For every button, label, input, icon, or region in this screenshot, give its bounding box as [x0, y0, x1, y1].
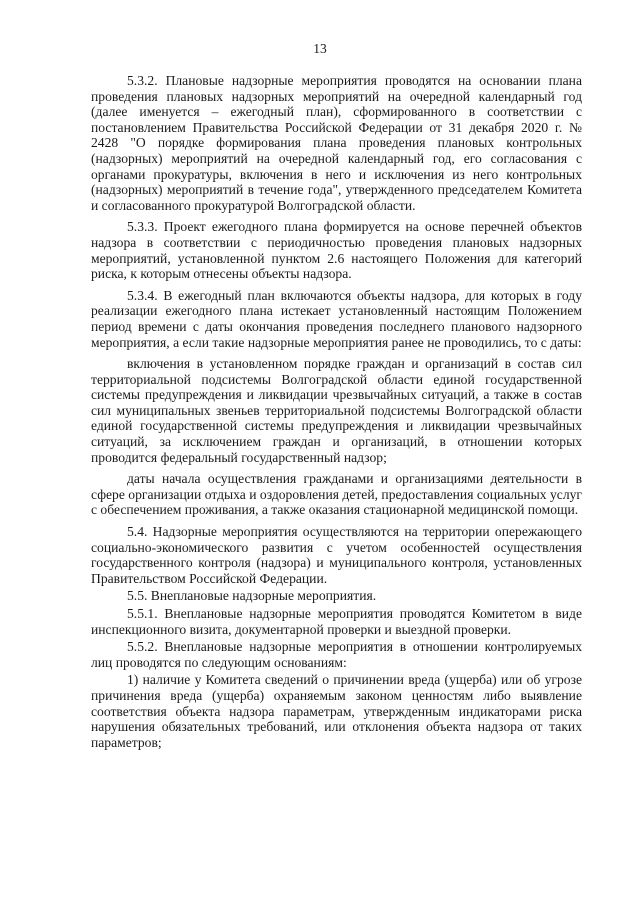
paragraph-5-4: 5.4. Надзорные мероприятия осуществляются на территории опережающего социально-экономического развития с учетом особенностей осуществления государственного контроля (надзора) и муниципального контроля, установленных Правительством Российской Федерации. — [91, 524, 582, 586]
paragraph-ground-1: 1) наличие у Комитета сведений о причинении вреда (ущерба) или об угрозе причинения вреда (ущерба) охраняемым законом ценностям либо выявление соответствия объекта надзора параметрам, утвержденным индикаторами риска нарушения обязательных требований, или отклонения объекта надзора от таких параметров; — [91, 672, 582, 750]
paragraph-5-3-4: 5.3.4. В ежегодный план включаются объекты надзора, для которых в году реализации ежегодного плана истекает установленный настоящим Положением период времени с даты окончания проведения последнего планового надзорного мероприятия, а если такие надзорные мероприятия ранее не проводились, то с даты: — [91, 287, 582, 350]
paragraph-5-5: 5.5. Внеплановые надзорные мероприятия. — [127, 588, 377, 604]
paragraph-5-3-2: 5.3.2. Плановые надзорные мероприятия проводятся на основании плана проведения плановых надзорных мероприятий на очередной календарный год (далее именуется – ежегодный план), сформированного в соответствии с постановлением Правительства Российской Федерации от 31 декабря 2020 г. № 2428 "О порядке формирования плана проведения плановых контрольных (надзорных) мероприятий на очередной календарный год, его согласования с органами прокуратуры, включения в него и исключения из него контрольных (надзорных) мероприятий в течение года", утвержденного председателем Комитета и согласованного прокуратурой Волгоградской области. — [91, 73, 582, 213]
paragraph-5-3-3: 5.3.3. Проект ежегодного плана формируется на основе перечней объектов надзора в соответствии с периодичностью проведения плановых надзорных мероприятий, установленной пунктом 2.6 настоящего Положения для категорий риска, к которым отнесены объекты надзора. — [91, 219, 582, 282]
paragraph-inclusion-date: включения в установленном порядке граждан и организаций в состав сил территориальной подсистемы Волгоградской области единой государственной системы предупреждения и ликвидации чрезвычайных ситуаций, а также в состав сил муниципальных звеньев территориальной подсистемы Волгоградской области единой государственной системы предупреждения и ликвидации чрезвычайных ситуаций, за исключением граждан и организаций, в отношении которых проводится федеральный государственный надзор; — [91, 356, 582, 465]
paragraph-5-5-1: 5.5.1. Внеплановые надзорные мероприятия проводятся Комитетом в виде инспекционного визита, документарной проверки и выездной проверки. — [91, 606, 582, 637]
document-body — [91, 73, 582, 752]
page-number: 13 — [313, 41, 327, 56]
paragraph-activity-start-date: даты начала осуществления гражданами и организациями деятельности в сфере организации отдыха и оздоровления детей, предоставления социальных услуг с обеспечением проживания, а также оказания стационарной медицинской помощи. — [91, 471, 582, 518]
paragraph-5-5-2: 5.5.2. Внеплановые надзорные мероприятия в отношении контролируемых лиц проводятся по следующим основаниям: — [91, 639, 582, 670]
